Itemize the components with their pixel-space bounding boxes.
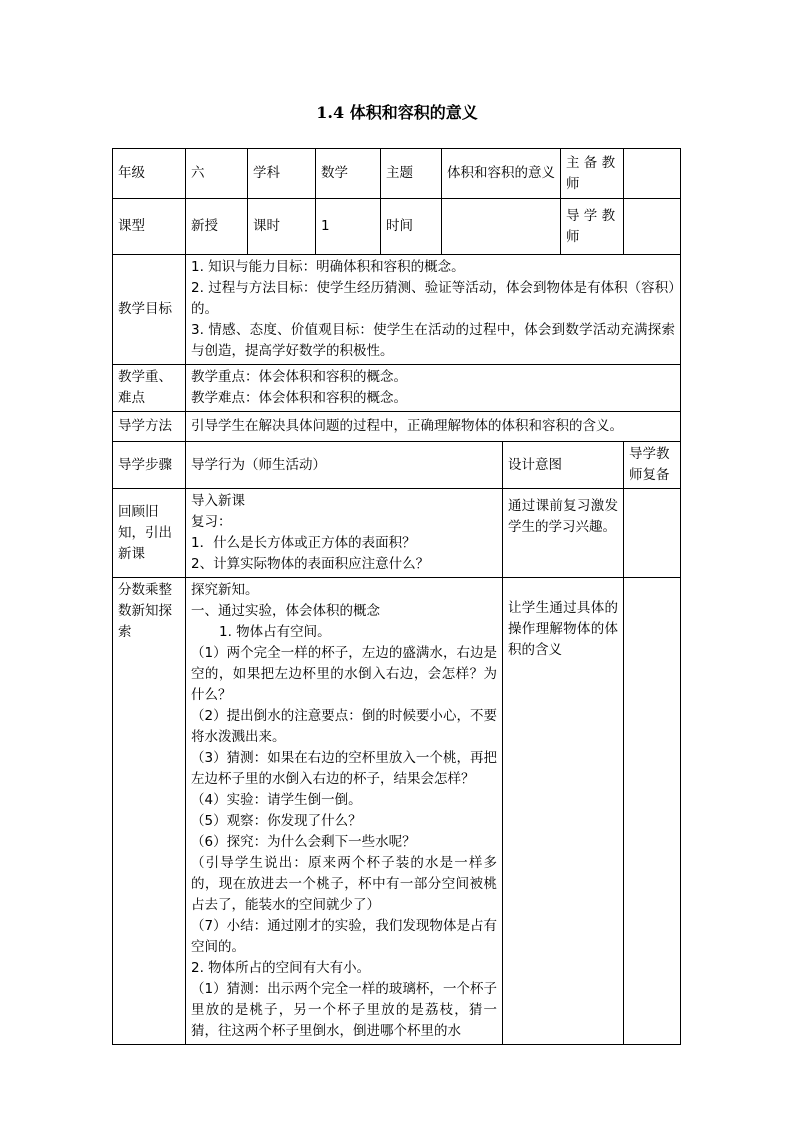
activity-line: （6）探究：为什么会剩下一些水呢？ — [191, 834, 416, 850]
guide-teacher-label: 导 学 教 师 — [561, 199, 624, 255]
goal-line: 3. 情感、态度、价值观目标：使学生在活动的过程中，体会到数学活动充满探索与创造，提高学好数学的积极性。 — [191, 322, 675, 359]
grade-label: 年级 — [113, 149, 186, 199]
key-point-line: 教学难点：体会体积和容积的概念。 — [191, 390, 407, 406]
activity-line: （3）猜测：如果在右边的空杯里放入一个桃，再把左边杯子里的水倒入右边的杯子，结果会怎样？ — [191, 750, 497, 787]
review-header: 导学教师复备 — [624, 442, 681, 489]
type-label: 课型 — [113, 199, 186, 255]
key-points-row — [113, 365, 681, 412]
activity-header: 导学行为（师生活动） — [186, 442, 503, 489]
subject-value: 数学 — [316, 149, 381, 199]
key-points-label: 教学重、难点 — [113, 365, 186, 412]
step-explore-label: 分数乘整数新知探索 — [113, 578, 186, 1045]
activity-line: 一、通过实验，体会体积的概念 — [191, 603, 380, 619]
intent-header: 设计意图 — [503, 442, 624, 489]
step-review-notes — [624, 489, 681, 578]
goals-label: 教学目标 — [113, 255, 186, 365]
activity-line: 探究新知。 — [191, 582, 259, 598]
activity-line: 导入新课 — [191, 493, 245, 509]
step-review-intent: 通过课前复习激发学生的学习兴趣。 — [503, 489, 624, 578]
type-value: 新授 — [186, 199, 248, 255]
activity-line: 1. 物体占有空间。 — [219, 624, 331, 640]
step-review-label: 回顾旧知，引出新课 — [113, 489, 186, 578]
activity-line: （5）观察：你发现了什么？ — [191, 813, 362, 829]
period-label: 课时 — [248, 199, 316, 255]
method-row — [113, 412, 681, 442]
activity-line: （1）猜测：出示两个完全一样的玻璃杯，一个杯子里放的是桃子，另一个杯子里放的是荔枝，猜一猜，往这两个杯子里倒水，倒进哪个杯里的水 — [191, 981, 497, 1039]
goals-row — [113, 255, 681, 365]
activity-line: 2、计算实际物体的表面积应注意什么？ — [191, 556, 430, 572]
time-value — [442, 199, 561, 255]
step-explore-row — [113, 578, 681, 1045]
activity-line: （7）小结：通过刚才的实验，我们发现物体是占有空间的。 — [191, 918, 497, 955]
time-label: 时间 — [381, 199, 442, 255]
topic-label: 主题 — [381, 149, 442, 199]
activity-line: （2）提出倒水的注意要点：倒的时候要小心，不要将水泼溅出来。 — [191, 708, 497, 745]
goals-content — [186, 255, 681, 365]
info-row-1 — [113, 149, 681, 199]
lead-teacher-value — [624, 149, 681, 199]
period-value: 1 — [316, 199, 381, 255]
key-point-line: 教学重点：体会体积和容积的概念。 — [191, 369, 407, 385]
step-explore-intent: 让学生通过具体的操作理解物体的体积的含义 — [503, 578, 624, 1045]
goal-line: 1. 知识与能力目标：明确体积和容积的概念。 — [191, 259, 465, 275]
method-label: 导学方法 — [113, 412, 186, 442]
section-header-row — [113, 442, 681, 489]
step-review-content — [186, 489, 503, 578]
activity-line: （1）两个完全一样的杯子，左边的盛满水，右边是空的，如果把左边杯里的水倒入右边，会怎样？为什么？ — [191, 645, 497, 703]
info-row-2 — [113, 199, 681, 255]
lesson-plan-table — [112, 148, 681, 1045]
activity-line: 2. 物体所占的空间有大有小。 — [191, 960, 371, 976]
method-content: 引导学生在解决具体问题的过程中，正确理解物体的体积和容积的含义。 — [186, 412, 681, 442]
step-review-row — [113, 489, 681, 578]
key-points-content — [186, 365, 681, 412]
step-explore-content — [186, 578, 503, 1045]
grade-value: 六 — [186, 149, 248, 199]
lead-teacher-label: 主 备 教 师 — [561, 149, 624, 199]
page-title: 1.4 体积和容积的意义 — [316, 103, 478, 122]
topic-value: 体积和容积的意义 — [442, 149, 561, 199]
guide-teacher-value — [624, 199, 681, 255]
subject-label: 学科 — [248, 149, 316, 199]
activity-line: 1．什么是长方体或正方体的表面积？ — [191, 535, 416, 551]
step-explore-notes — [624, 578, 681, 1045]
activity-line: （4）实验：请学生倒一倒。 — [191, 792, 362, 808]
activity-line: （引导学生说出：原来两个杯子装的水是一样多的，现在放进去一个桃子，杯中有一部分空间被桃占去了，能装水的空间就少了） — [191, 855, 497, 913]
steps-header: 导学步骤 — [113, 442, 186, 489]
activity-line: 复习： — [191, 514, 232, 530]
goal-line: 2. 过程与方法目标：使学生经历猜测、验证等活动，体会到物体是有体积（容积）的。 — [191, 280, 675, 317]
